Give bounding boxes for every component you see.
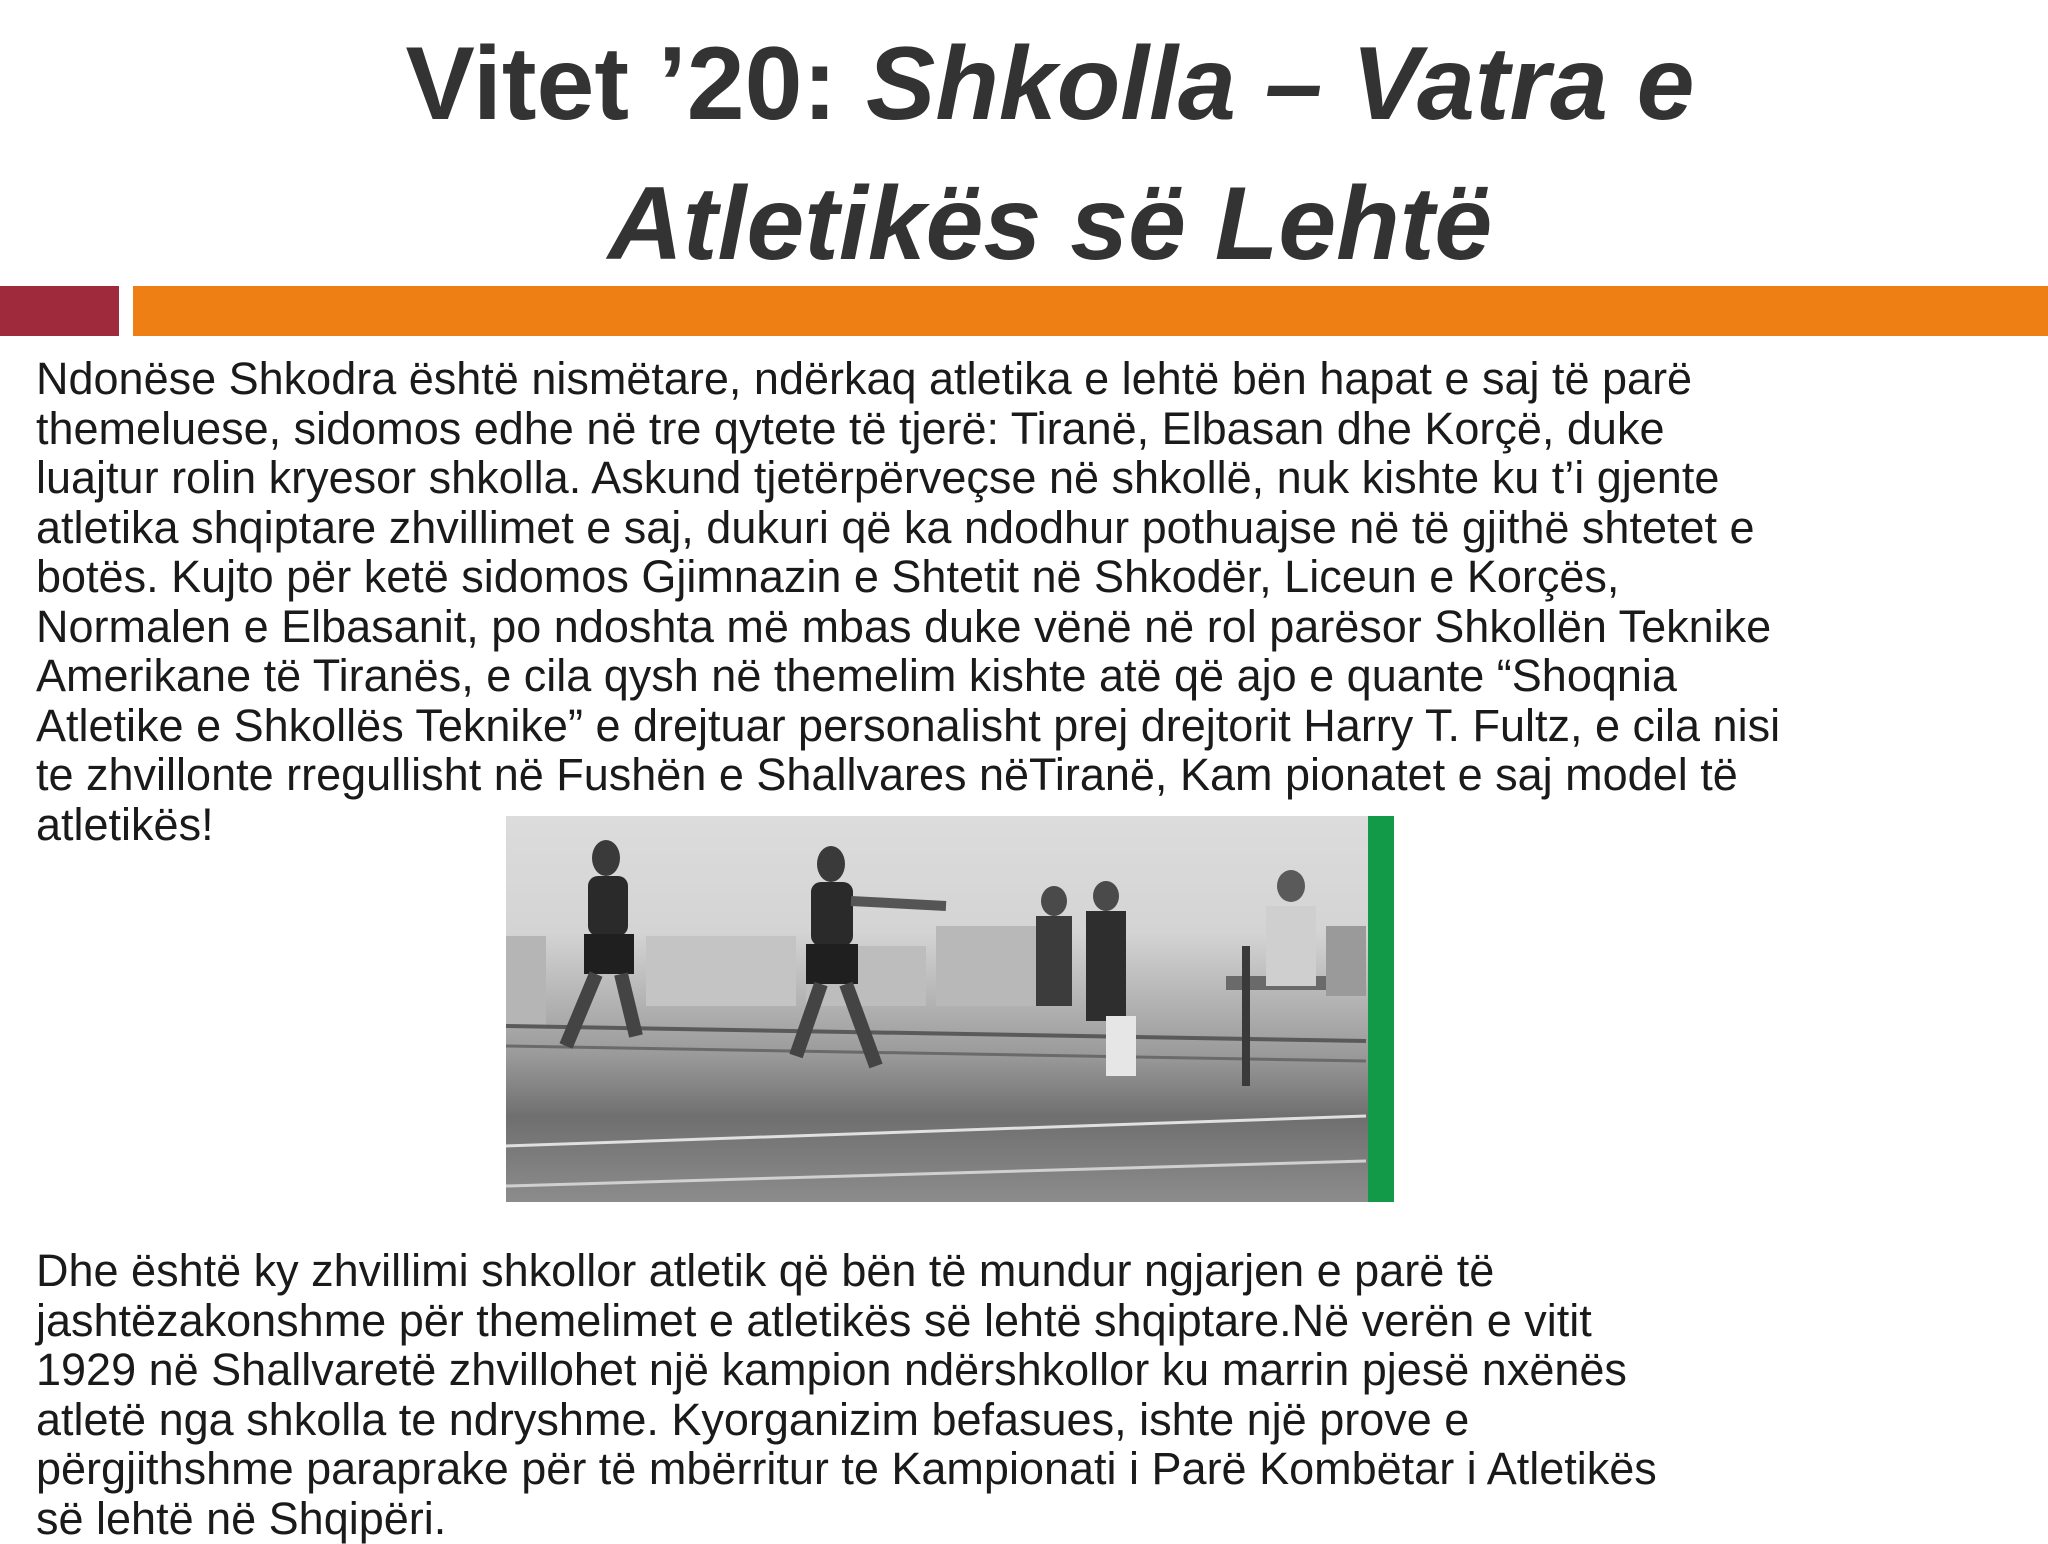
photo-illustration [506, 816, 1394, 1202]
photo-green-stripe [1368, 816, 1394, 1202]
paragraph-line: Amerikane të Tiranës, e cila qysh në themelim kishte atë që ajo e quante “Shoqnia [36, 650, 1677, 701]
historical-race-photo [506, 816, 1394, 1202]
paragraph-line: atletikës! [36, 798, 214, 850]
paragraph-line: përgjithshme paraprake për të mbërritur te Kampionati i Parë Kombëtar i Atletikës [36, 1443, 1657, 1494]
paragraph-line: botës. Kujto për ketë sidomos Gjimnazin e Shtetit në Shkodër, Liceun e Korçës, [36, 551, 1620, 602]
body-paragraph-2 [36, 1246, 2026, 1543]
paragraph-line: Dhe është ky zhvillimi shkollor atletik që bën të mundur ngjarjen e parë të [36, 1245, 1495, 1296]
body-paragraph-1 [36, 354, 2026, 849]
paragraph-line: së lehtë në Shqipëri. [36, 1492, 447, 1544]
title-subject-part-1: Shkolla – Vatra e [865, 26, 1695, 142]
accent-bar-orange [133, 286, 2048, 336]
paragraph-line: Normalen e Elbasanit, po ndoshta më mbas duke vënë në rol parësor Shkollën Teknike [36, 600, 1772, 652]
paragraph-line: 1929 në Shallvaretë zhvillohet një kampion ndërshkollor ku marrin pjesë nxënës [36, 1344, 1627, 1395]
title-line-1 [0, 14, 2048, 154]
paragraph-line: Ndonëse Shkodra është nismëtare, ndërkaq atletika e lehtë bën hapat e saj të parë [36, 353, 1693, 404]
paragraph-line: jashtëzakonshme për themelimet e atletikës së lehtë shqiptare.Në verën e vitit [36, 1294, 1592, 1346]
paragraph-line: themeluese, sidomos edhe në tre qytete të tjerë: Tiranë, Elbasan dhe Korçë, duke [36, 402, 1665, 454]
paragraph-line: atletika shqiptare zhvillimet e saj, dukuri që ka ndodhur pothuajse në të gjithë shtetet e [36, 501, 1755, 553]
slide-title [0, 14, 2048, 294]
paragraph-line: te zhvillonte rregullisht në Fushën e Shallvares nëTiranë, Kam pionatet e saj model të [36, 749, 1738, 800]
title-line-2: Atletikës së Lehtë [607, 166, 1493, 282]
title-year-label: Vitet ’20: [405, 26, 866, 142]
paragraph-line: Atletike e Shkollës Teknike” e drejtuar personalisht prej drejtorit Harry T. Fultz, e cila nisi [36, 699, 1781, 751]
paragraph-line: luajtur rolin kryesor shkolla. Askund tjetërpërveçse në shkollë, nuk kishte ku t’i gjente [36, 452, 1720, 503]
paragraph-line: atletë nga shkolla te ndryshme. Kyorganizim befasues, ishte një prove e [36, 1393, 1470, 1445]
accent-bar-red [0, 286, 119, 336]
